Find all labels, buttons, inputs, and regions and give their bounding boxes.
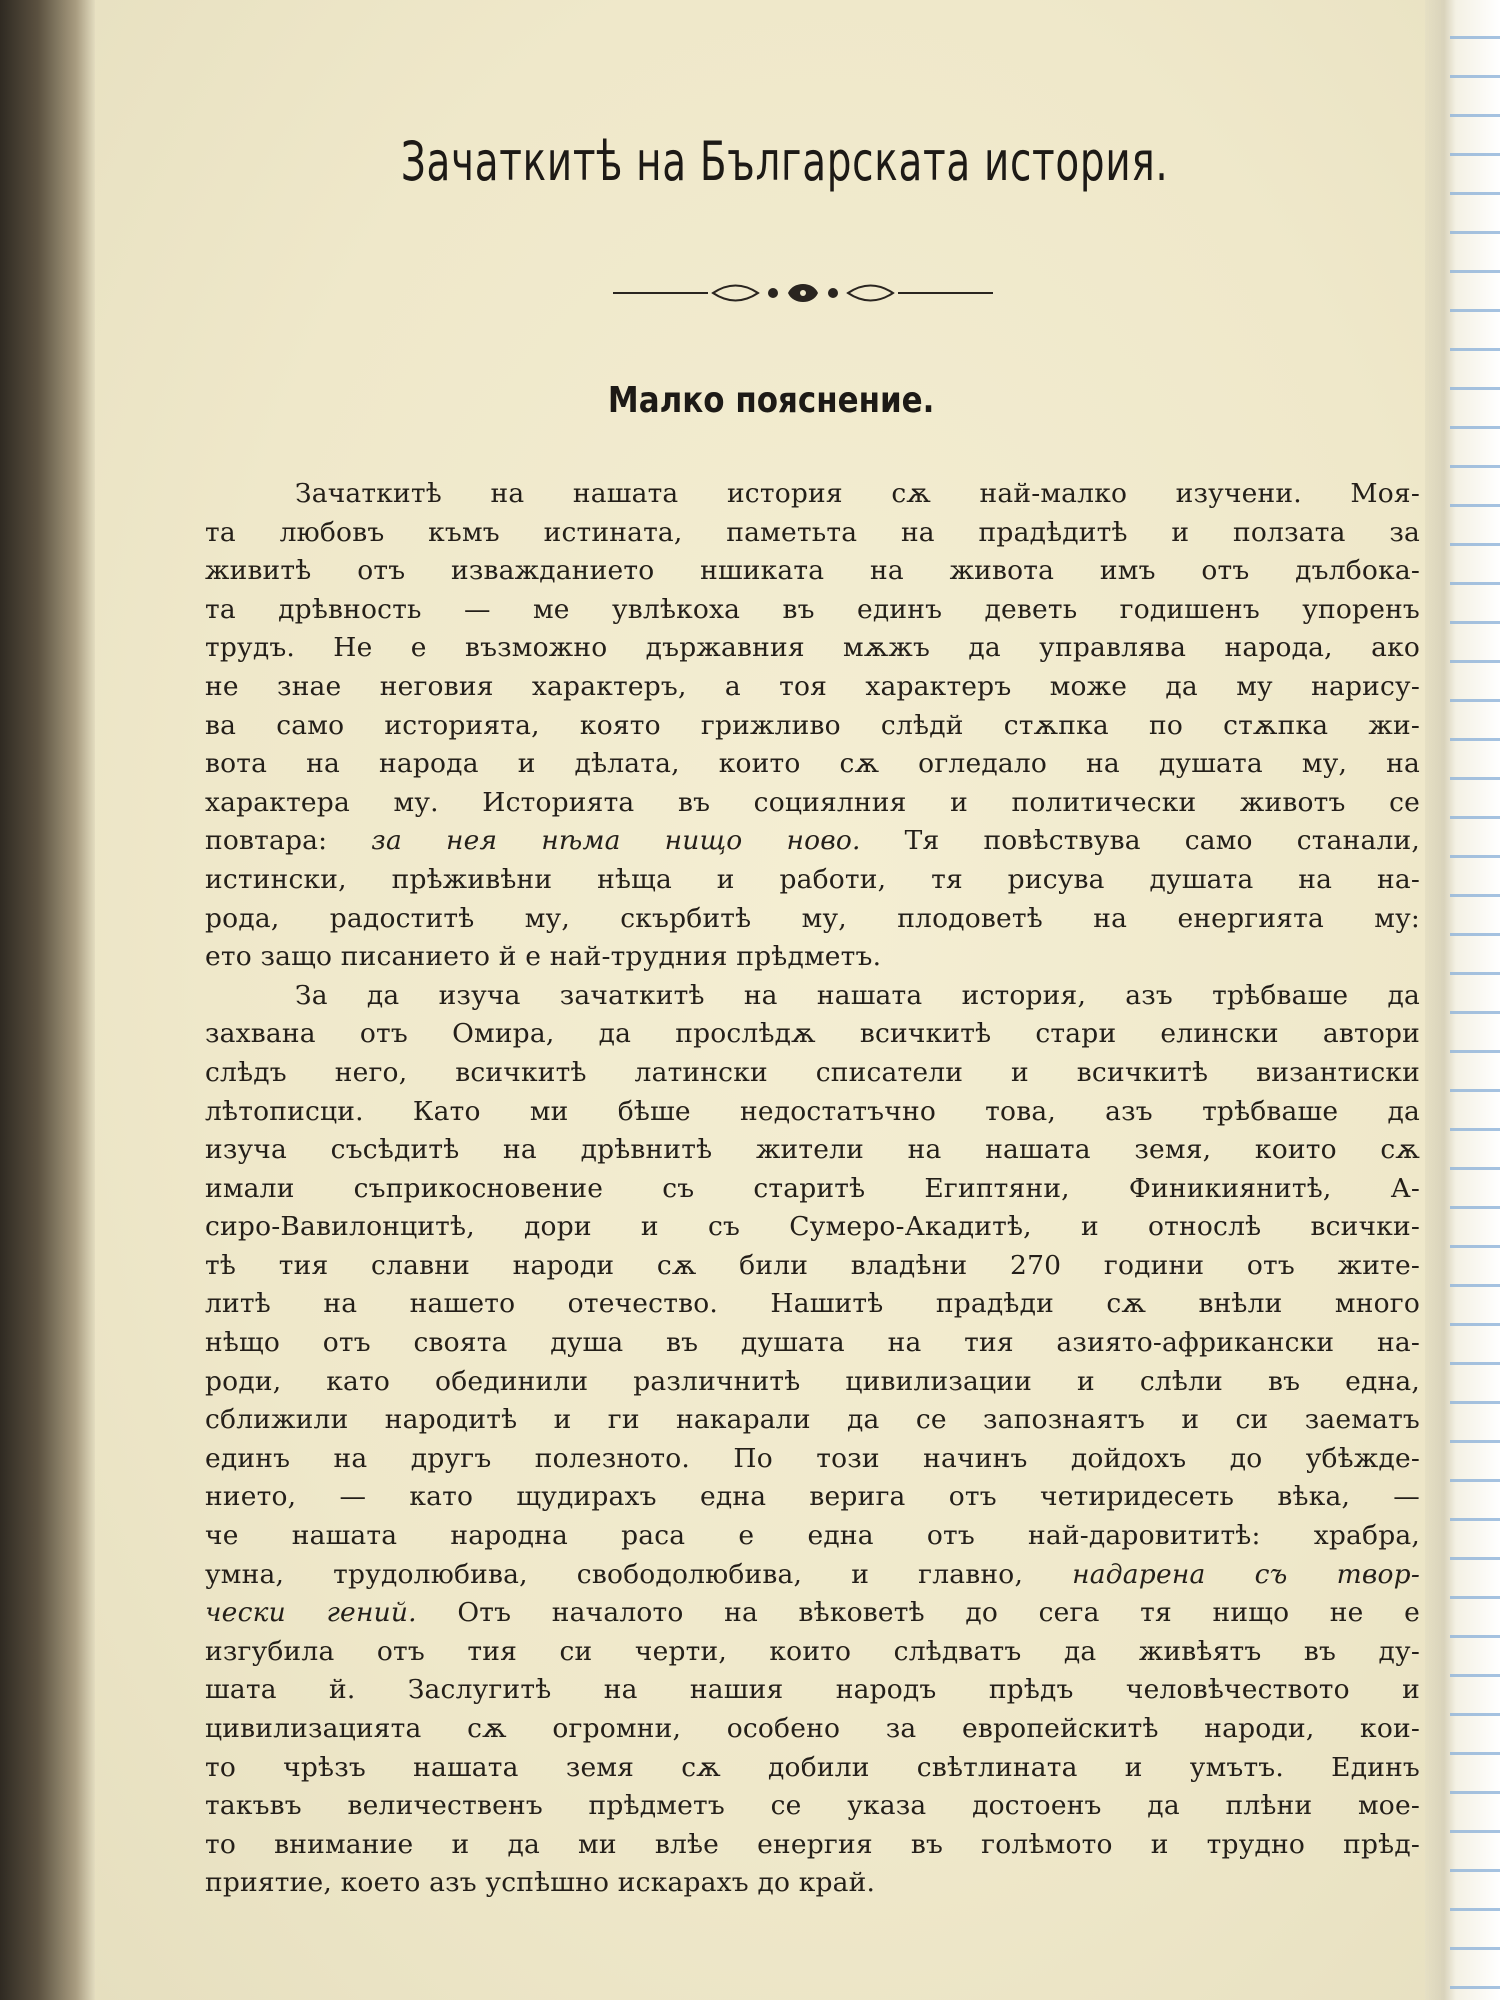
text-line: изгубила отъ тия си черти, които слѣдватъ да живѣятъ въ ду- [205, 1635, 1420, 1667]
text-line: то внимание и да ми влѣе енергия въ голѣмото и трудно прѣд- [205, 1828, 1420, 1860]
text-line: характера му. Историята въ социялния и политически животъ се [205, 786, 1420, 818]
text-line: вота на народа и дѣлата, които сѫ огледало на душата му, на [205, 748, 1420, 780]
body-text [205, 475, 1420, 1903]
emphasis-text: за нея нѣма нищо ново. [371, 825, 861, 857]
text-line: нѣщо отъ своята душа въ душата на тия азиято-африкански на- [205, 1327, 1420, 1359]
text-line: За да изуча зачаткитѣ на нашата история, азъ трѣбваше да [295, 979, 1420, 1011]
text-line: шата й. Заслугитѣ на нашия народъ прѣдъ человѣчеството и [205, 1674, 1420, 1706]
section-subtitle: Малко пояснение. [607, 380, 935, 421]
text-line: захвана отъ Омира, да прослѣдѫ всичкитѣ стари елински автори [205, 1018, 1420, 1050]
notebook-lines-edge [1450, 0, 1500, 2000]
book-gutter-shadow [0, 0, 95, 2000]
text-line: литѣ на нашето отечество. Нашитѣ прадѣди сѫ внѣли много [205, 1288, 1420, 1320]
text-line: такъвъ величественъ прѣдметъ се указа достоенъ да плѣни мое- [205, 1790, 1420, 1822]
emphasis-text: надарена съ твор- [1072, 1558, 1420, 1590]
text-line: трудъ. Не е възможно държавния мѫжъ да управлява народа, ако [205, 632, 1420, 664]
text-line: та дрѣвность — ме увлѣкоха въ единъ деветь годишенъ упоренъ [205, 593, 1420, 625]
emphasis-text: чески гений. [205, 1597, 417, 1629]
text-line: ва само историята, която грижливо слѣдй стѫпка по стѫпка жи- [205, 709, 1420, 741]
text-line: истински, прѣживѣни нѣща и работи, тя рисува душата на на- [205, 863, 1420, 895]
text-line: Зачаткитѣ на нашата история сѫ най-малко изучени. Моя- [295, 478, 1420, 509]
text-line: единъ на другъ полезното. По този начинъ дойдохъ до убѣжде- [205, 1442, 1420, 1474]
text-line: не знае неговия характеръ, а тоя характеръ може да му нарису- [205, 670, 1420, 702]
text-line: роди, като обединили различнитѣ цивилизации и слѣли въ една, [205, 1365, 1420, 1397]
page-title: Зачаткитѣ на Българската история. [400, 130, 1169, 193]
text-line: рода, радоститѣ му, скърбитѣ му, плодоветѣ на енергията му: [205, 902, 1420, 934]
text-line: нието, — като щудирахъ една верига отъ четиридесеть вѣка, — [205, 1481, 1420, 1513]
text-line: приятие, което азъ успѣшно искарахъ до край. [205, 1867, 876, 1899]
text-line: живитѣ отъ изважданието ншиката на живота имъ отъ дълбока- [205, 555, 1420, 587]
book-page [95, 0, 1425, 2000]
text-line: че нашата народна раса е една отъ най-даровититѣ: храбра, [205, 1520, 1420, 1552]
text-line: умна, трудолюбива, свободолюбива, и главно, надарена съ твор- [205, 1558, 1420, 1590]
text-line: ето защо писанието й е най-трудния прѣдметъ. [205, 941, 882, 973]
ornament-divider-icon [613, 278, 993, 308]
text-line: сиро-Вавилонцитѣ, дори и съ Сумеро-Акадитѣ, и относлѣ всички- [205, 1211, 1420, 1243]
text-line: имали съприкосновение съ старитѣ Египтяни, Финикиянитѣ, А- [205, 1172, 1420, 1204]
text-line: сближили народитѣ и ги накарали да се запознаятъ и си заематъ [205, 1404, 1420, 1436]
text-line: лѣтописци. Като ми бѣше недостатъчно това, азъ трѣбваше да [205, 1095, 1420, 1127]
text-line: то чрѣзъ нашата земя сѫ добили свѣтлината и умътъ. Единъ [205, 1751, 1420, 1783]
text-line: слѣдъ него, всичкитѣ латински списатели и всичкитѣ византиски [205, 1056, 1420, 1088]
text-line: та любовъ къмъ истината, паметьта на прадѣдитѣ и ползата за [205, 516, 1420, 548]
text-line: тѣ тия славни народи сѫ били владѣни 270 години отъ жите- [205, 1249, 1420, 1281]
text-line: изуча съсѣдитѣ на дрѣвнитѣ жители на нашата земя, които сѫ [205, 1134, 1420, 1166]
text-line: повтара: за нея нѣма нищо ново. Тя повѣствува само станали, [205, 825, 1420, 857]
text-line: цивилизацията сѫ огромни, особено за европейскитѣ народи, кои- [205, 1713, 1420, 1744]
text-line: чески гений. Отъ началото на вѣковетѣ до сега тя нищо не е [205, 1597, 1420, 1629]
